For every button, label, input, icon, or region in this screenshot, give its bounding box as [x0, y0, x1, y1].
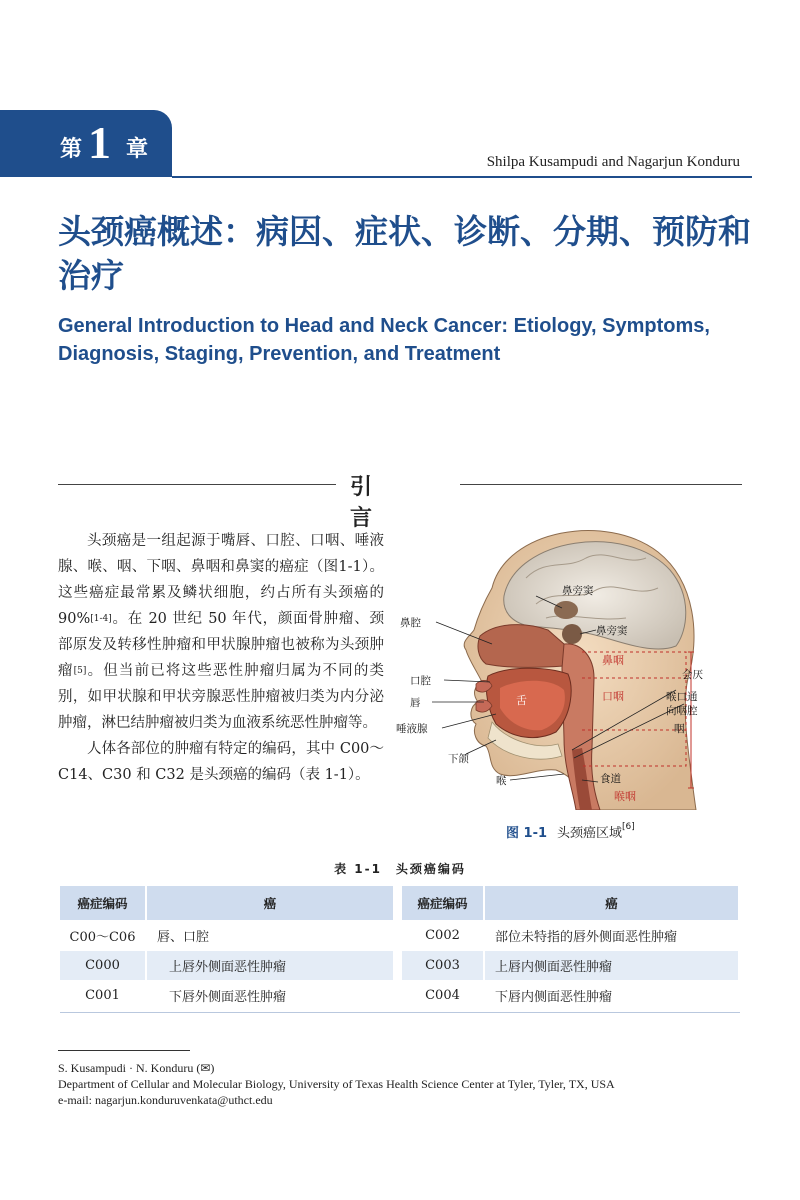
footnote-email[interactable]: e-mail: nagarjun.konduruvenkata@uthct.edu — [58, 1093, 273, 1107]
head-neck-figure — [396, 518, 706, 810]
figure-citation[interactable]: [6] — [622, 822, 635, 832]
paragraph-2: 人体各部位的肿瘤有特定的编码，其中 C00～C14、C30 和 C32 是头颈癌的编码（表 1-1）。 — [58, 741, 384, 783]
label-tongue: 舌 — [516, 694, 527, 707]
sinus-mid — [562, 624, 582, 644]
label-sinus-mid: 鼻旁窦 — [596, 625, 628, 637]
footnote-affiliation: Department of Cellular and Molecular Biology, University of Texas Health Science Center at Tyler, Tyler, TX, USA — [58, 1077, 615, 1091]
label-pharynx: 咽 — [674, 723, 685, 735]
label-sinus-top: 鼻旁窦 — [562, 585, 594, 597]
table-header-code: 癌症编码 — [402, 886, 484, 920]
table-header-cancer: 癌 — [484, 886, 739, 920]
header-rule — [172, 176, 752, 178]
table-row: C000 上唇外侧面恶性肿瘤 — [60, 950, 394, 980]
figure-caption — [506, 822, 635, 841]
label-nasal-cavity: 鼻腔 — [400, 617, 421, 629]
label-larynx: 喉 — [496, 775, 507, 787]
chapter-number: 1 — [88, 117, 111, 168]
label-hypopharynx: 喉咽 — [614, 790, 636, 803]
label-jaw: 下颌 — [448, 753, 469, 765]
label-throat-opening-2: 向咽腔 — [666, 705, 698, 717]
footnote-authors: S. Kusampudi · N. Konduru (✉) — [58, 1061, 215, 1075]
chapter-prefix: 第 — [60, 136, 83, 162]
table-bottom-rule — [60, 1012, 740, 1013]
table-row: C004 下唇内侧面恶性肿瘤 — [402, 980, 739, 1010]
chapter-title-chinese: 头颈癌概述：病因、症状、诊断、分期、预防和治疗 — [58, 212, 751, 295]
table-row: C00～C06 唇、口腔 — [60, 920, 394, 950]
footnote-rule — [58, 1050, 190, 1051]
paragraph-1: 头颈癌是一组起源于嘴唇、口腔、口咽、唾液腺、喉、咽、下咽、鼻咽和鼻窦的癌症（图1-1）。这些癌症最常累及鳞状细胞，约占所有头颈癌的 90%[1-4]。在 20 世纪 50 年代，颜面骨肿瘤、颈部原发及转移性肿瘤和甲状腺肿瘤也被称为头颈肿瘤[5]。但当前已将这些恶性肿瘤归属为不同的类别，如甲状腺和甲状旁腺恶性肿瘤被归类为内分泌肿瘤，淋巴结肿瘤被归类为血液系统恶性肿瘤等。 — [58, 533, 385, 731]
label-salivary: 唾液腺 — [396, 723, 428, 735]
table-title: 表 1-1 头颈癌编码 — [334, 862, 466, 876]
table-row: C003 上唇内侧面恶性肿瘤 — [402, 950, 739, 980]
table-header-cancer: 癌 — [146, 886, 394, 920]
label-lips: 唇 — [410, 697, 421, 709]
section-heading: 引言 — [350, 474, 411, 531]
running-authors: Shilpa Kusampudi and Nagarjun Konduru — [486, 154, 740, 170]
citation-5[interactable]: [5] — [73, 666, 87, 676]
head-anatomy-illustration — [396, 518, 706, 810]
table-row: C001 下唇外侧面恶性肿瘤 — [60, 980, 394, 1010]
code-table-right — [402, 886, 740, 1010]
footnotes — [58, 1060, 615, 1108]
citation-1-4[interactable]: [1-4] — [90, 614, 112, 624]
label-esophagus: 食道 — [600, 773, 621, 785]
label-throat-opening-1: 喉口通 — [666, 691, 698, 703]
section-rule-left — [58, 484, 336, 485]
section-rule-right — [460, 484, 742, 485]
figure-number: 图 1-1 — [506, 826, 548, 841]
label-oropharynx: 口咽 — [602, 690, 624, 703]
label-oral-cavity: 口腔 — [410, 675, 431, 687]
chapter-tab — [0, 110, 172, 177]
chapter-suffix: 章 — [126, 136, 149, 162]
label-epiglottis: 会厌 — [682, 669, 703, 681]
figure-caption-text: 头颈癌区域 — [557, 826, 623, 841]
table-row: C002 部位未特指的唇外侧面恶性肿瘤 — [402, 920, 739, 950]
label-nasopharynx: 鼻咽 — [602, 654, 624, 667]
table-header-code: 癌症编码 — [60, 886, 146, 920]
code-table-left — [60, 886, 395, 1010]
body-text — [58, 528, 384, 788]
chapter-title-english: General Introduction to Head and Neck Cancer: Etiology, Symptoms, Diagnosis, Staging, Prevention, and Treatment — [58, 315, 710, 365]
sinus-top — [554, 601, 578, 619]
